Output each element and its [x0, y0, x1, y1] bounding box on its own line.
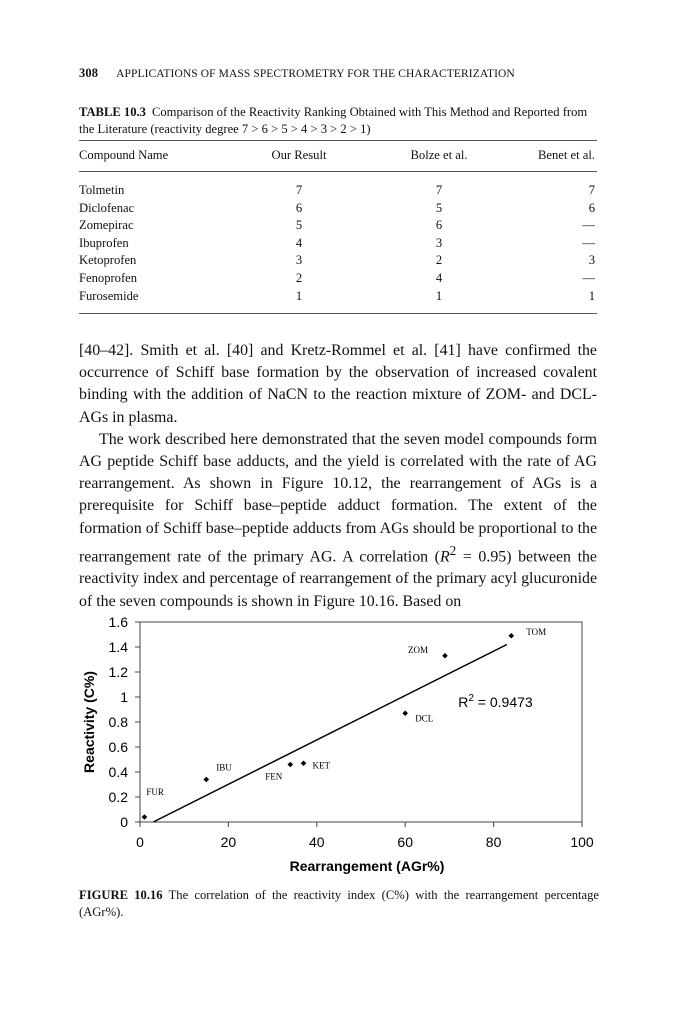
table-cell: 6 [435, 218, 443, 233]
running-header [79, 66, 599, 81]
column-header: Benet et al. [509, 141, 597, 172]
table-cell: 3 [435, 235, 443, 250]
paragraph [79, 429, 597, 613]
r-squared-annotation: $R^2 = 0.9473$ [458, 693, 533, 710]
paragraph: [40–42]. Smith et al. [40] and Kretz-Rommel et al. [41] have confirmed the occurrence of Schiff base formation by the observation of increased covalent binding with the addition of NaCN to the reaction mixture of ZOM- and DCL-AGs in plasma. [79, 342, 597, 426]
y-tick-label: 1 [120, 689, 128, 705]
x-tick-label: 40 [309, 834, 325, 850]
point-label: KET [312, 760, 331, 771]
point-label: FEN [265, 771, 283, 782]
point-label: DCL [415, 713, 434, 724]
x-tick-label: 80 [485, 834, 502, 850]
r-symbol: R [439, 548, 450, 566]
correlation-chart [76, 612, 606, 874]
table-row [79, 252, 597, 270]
point-label: ZOM [407, 644, 428, 655]
trendline [153, 645, 507, 823]
x-tick-label: 0 [136, 834, 144, 850]
table-cell: 3 [588, 253, 595, 268]
column-header: Bolze et al. [369, 141, 509, 172]
table-row [79, 270, 597, 288]
x-axis-title: Rearrangement (AGr%) [289, 858, 445, 874]
page-number: 308 [79, 66, 99, 80]
table-cell: Zomepirac [79, 218, 134, 233]
table-cell: 4 [295, 235, 303, 250]
table-cell: 6 [295, 200, 303, 215]
table-caption-text: Comparison of the Reactivity Ranking Obtained with This Method and Reported from the Literature (reactivity degree 7 > 6 > 5 > 4 > 3 > 2 > 1) [79, 105, 588, 136]
point-label: TOM [526, 626, 547, 637]
figure-label: FIGURE 10.16 [79, 888, 163, 902]
table-cell: Tolmetin [79, 183, 125, 197]
table-cell: 1 [369, 288, 509, 314]
point-label: FUR [146, 787, 164, 797]
data-point-ibu [204, 777, 210, 783]
table-cell: — [582, 235, 595, 250]
table-row [79, 288, 597, 314]
table-cell: 5 [295, 218, 303, 233]
y-tick-label: 0.2 [108, 789, 128, 805]
table-row [79, 217, 597, 235]
table-cell: 5 [435, 200, 443, 215]
figure-caption [79, 887, 599, 921]
paragraph-text: The work described here demonstrated that the seven model compounds form AG peptide Schiff base adducts, and the yield is correlated with the rate of AG rearrangement. As shown in Figure 10.12, the rearrangement of AGs is a prerequisite for Schiff base–peptide adduct formation. The extent of the formation of Schiff base–peptide adducts from AGs should be proportional to the rearrangement rate of the primary AG. A correlation ( [79, 430, 597, 566]
table-cell: 2 [435, 253, 443, 268]
table-cell: Fenoprofen [79, 270, 138, 285]
y-tick-label: 0.6 [108, 739, 128, 755]
x-tick-label: 100 [570, 834, 594, 850]
table-cell: 6 [588, 200, 595, 215]
table-cell: 7 [435, 183, 443, 197]
plot-frame [140, 622, 582, 822]
table-cell: Ketoprofen [79, 253, 137, 268]
y-tick-label: 0 [120, 814, 128, 830]
y-tick-label: 0.4 [108, 764, 128, 780]
column-header: Compound Name [79, 141, 229, 172]
r-superscript: 2 [449, 542, 457, 558]
data-point-fur [142, 814, 148, 820]
table-row [79, 235, 597, 253]
data-point-dcl [402, 710, 408, 716]
table-cell: 4 [435, 270, 443, 285]
data-point-tom [508, 633, 514, 639]
table-cell: — [582, 218, 595, 233]
paragraph-text: = 0.95) between the reactivity index and percentage of rearrangement of the primary acyl glucuronide of the seven compounds is shown in Figure 10.16. Based on [79, 548, 597, 610]
body-text [79, 340, 597, 613]
x-tick-label: 20 [220, 834, 237, 850]
reactivity-table [79, 140, 597, 314]
table-cell: Furosemide [79, 288, 229, 314]
data-point-zom [442, 653, 448, 659]
chart-tick-labels [81, 614, 594, 874]
table-cell: 1 [509, 288, 597, 314]
x-tick-label: 60 [397, 834, 413, 850]
table-cell: — [582, 270, 595, 285]
table-row [79, 200, 597, 218]
running-title: APPLICATIONS OF MASS SPECTROMETRY FOR THE CHARACTERIZATION [116, 68, 515, 80]
figure-caption-text: The correlation of the reactivity index (C%) with the rearrangement percentage (AGr%). [79, 888, 599, 919]
table-caption [79, 104, 599, 138]
table-label: TABLE 10.3 [79, 105, 146, 119]
table-cell: Ibuprofen [79, 235, 129, 250]
y-tick-label: 1.2 [108, 664, 128, 680]
y-tick-label: 0.8 [108, 714, 128, 730]
y-tick-label: 1.4 [108, 639, 128, 655]
data-point-fen [287, 762, 293, 768]
table-cell: Diclofenac [79, 200, 135, 215]
table-cell: 7 [295, 183, 303, 197]
point-label: IBU [216, 762, 232, 773]
table-cell: 3 [295, 253, 303, 268]
chart-axes [135, 622, 582, 827]
data-point-ket [301, 760, 307, 766]
chart-trendline-group [153, 645, 507, 823]
table-row [79, 172, 597, 200]
table-cell: 1 [229, 288, 369, 314]
table-cell: 2 [295, 270, 303, 285]
table-cell: 7 [588, 183, 595, 197]
y-axis-title: Reactivity (C%) [81, 671, 97, 773]
y-tick-label: 1.6 [108, 614, 128, 630]
column-header: Our Result [229, 141, 369, 172]
